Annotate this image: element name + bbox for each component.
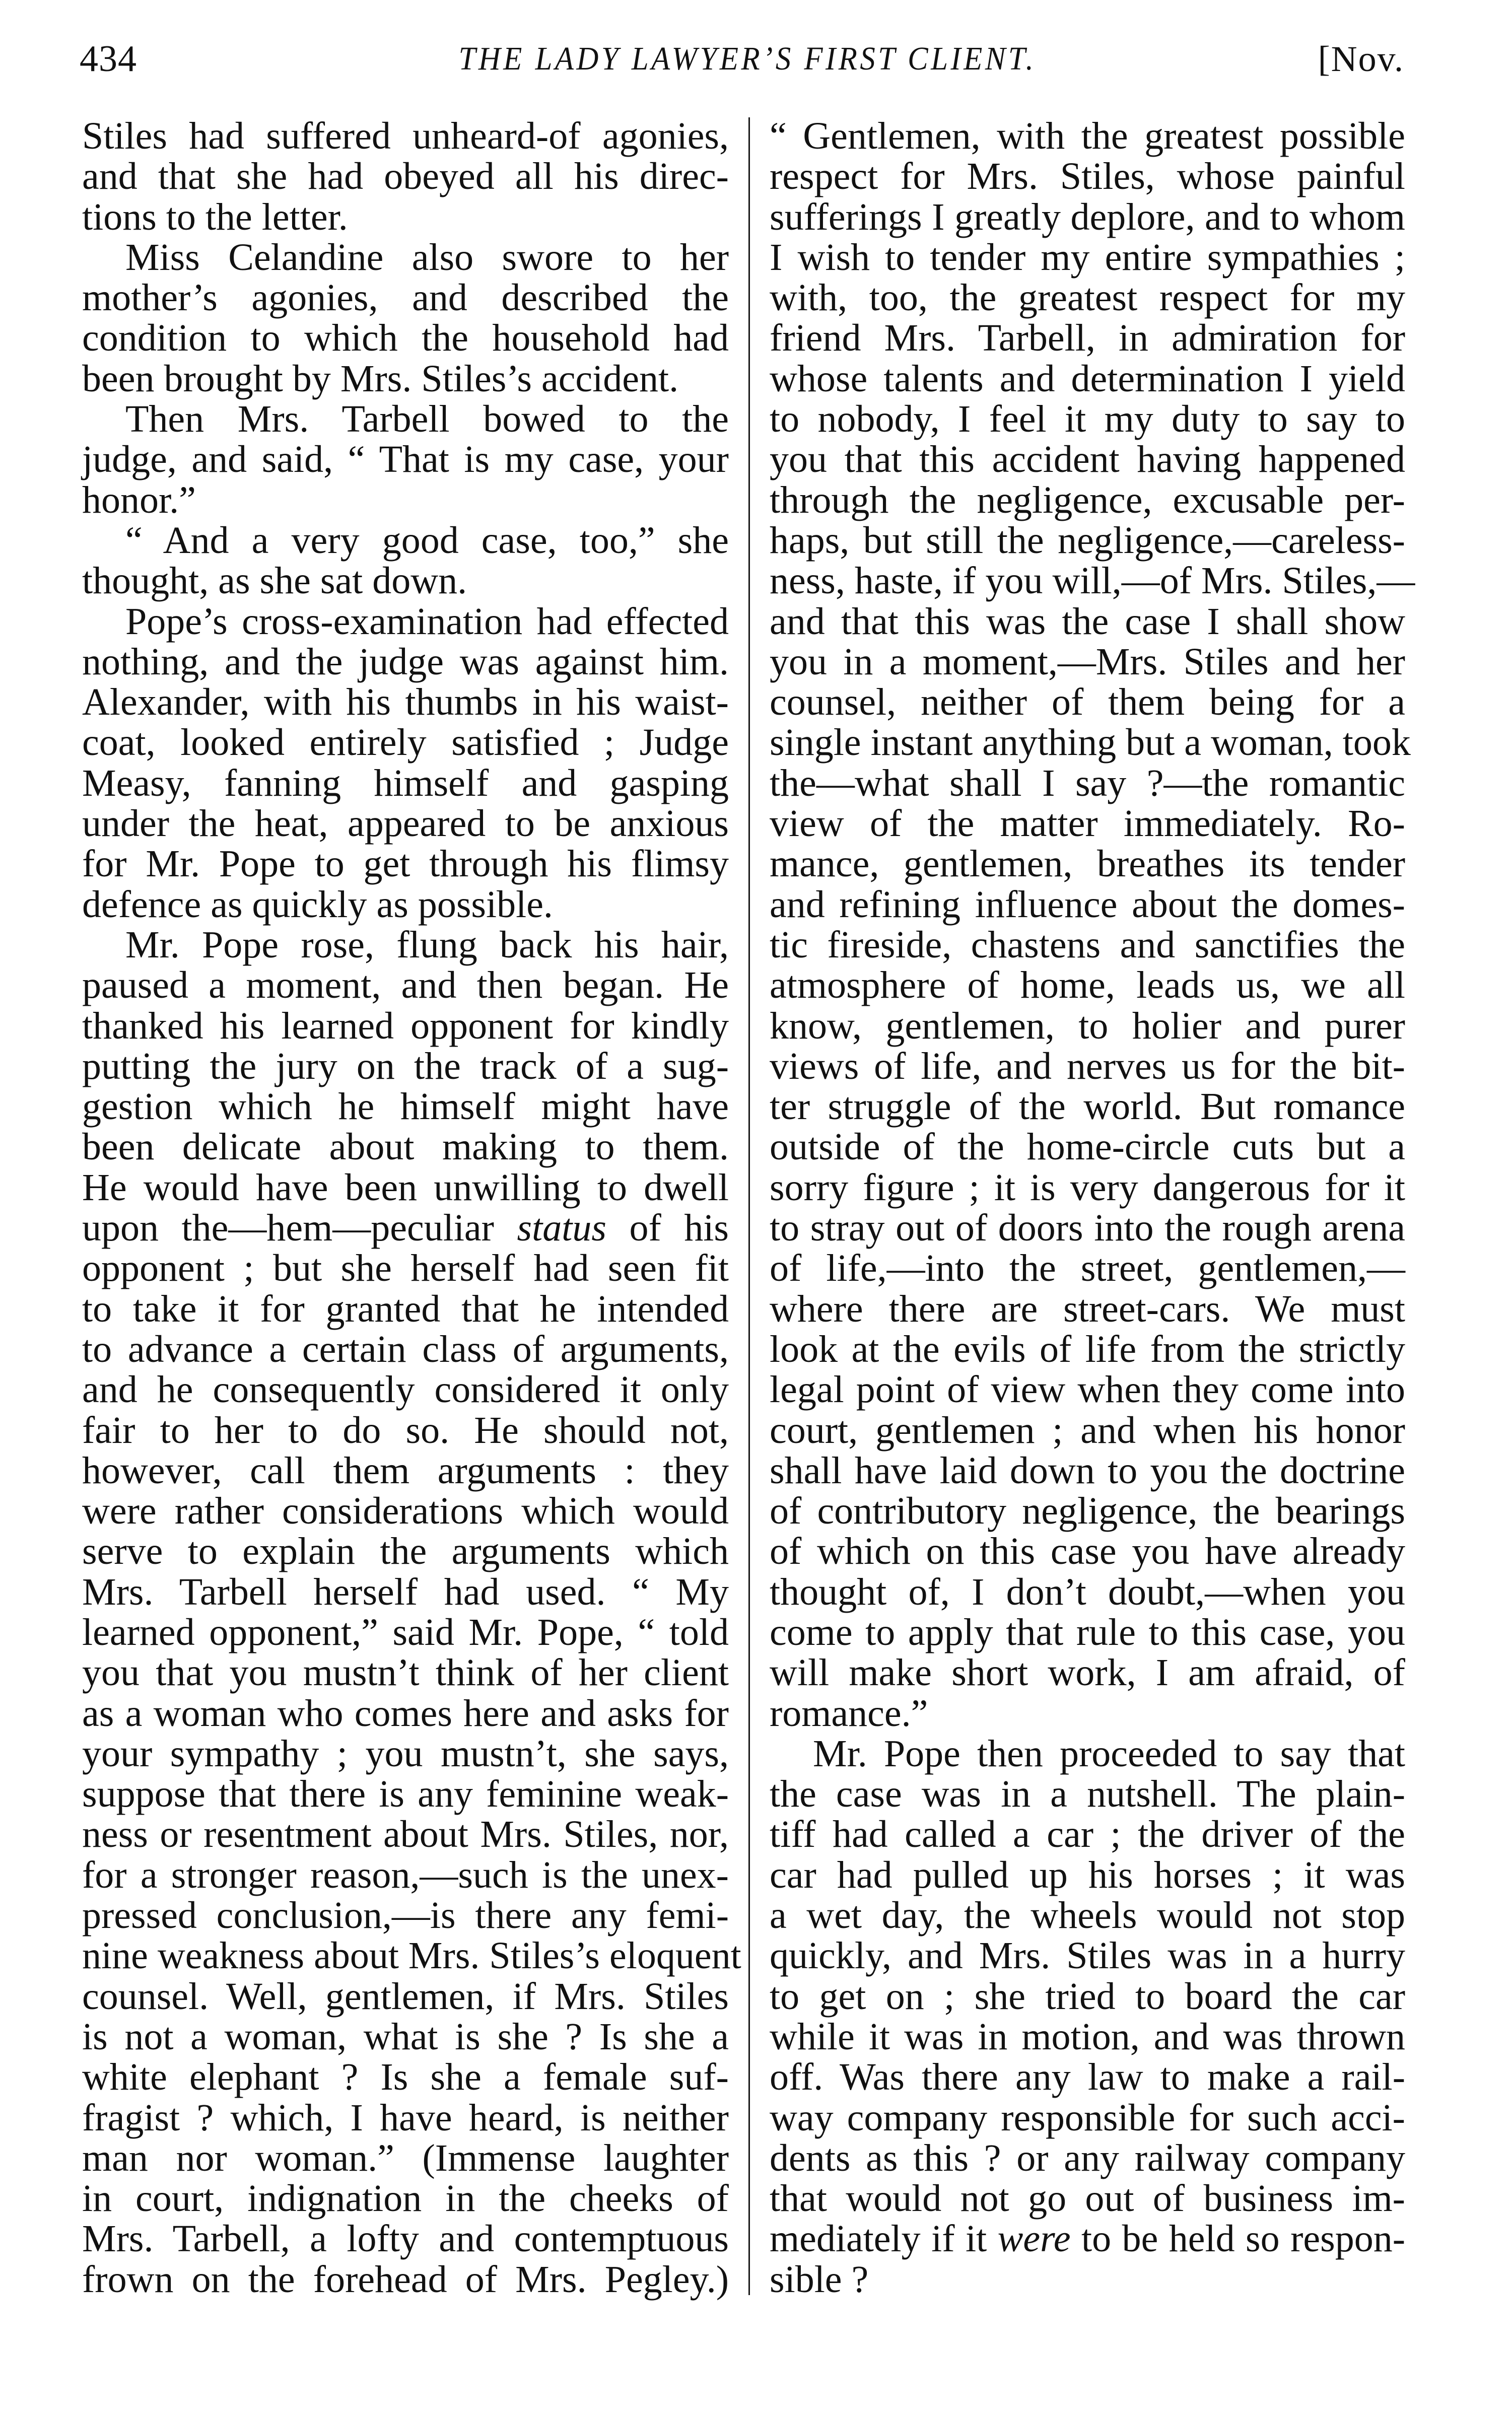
text-line: and refining influence about the domes- <box>770 883 1405 926</box>
text-line: quickly, and Mrs. Stiles was in a hurry <box>770 1935 1405 1977</box>
text-line: to nobody, I feel it my duty to say to <box>770 398 1405 441</box>
text-line: the—what shall I say ?—the romantic <box>770 762 1405 804</box>
text-line: to stray out of doors into the rough arena <box>770 1207 1405 1250</box>
text-run: mediately if it <box>770 2218 998 2260</box>
text-line: to advance a certain class of arguments, <box>82 1328 729 1370</box>
text-line: views of life, and nerves us for the bit- <box>770 1045 1405 1087</box>
page-number: 434 <box>80 38 137 80</box>
text-line: serve to explain the arguments which <box>82 1530 729 1573</box>
text-line: atmosphere of home, leads us, we all <box>770 964 1405 1007</box>
italic-emphasis: status <box>517 1207 606 1250</box>
text-line: haps, but still the negligence,—careless- <box>770 519 1405 562</box>
text-line: Measy, fanning himself and gasping <box>82 762 729 804</box>
text-line: through the negligence, excusable per- <box>770 478 1405 521</box>
text-line: and that this was the case I shall show <box>770 600 1405 643</box>
text-line: that would not go out of business im- <box>770 2177 1405 2220</box>
text-line: tions to the letter. <box>82 195 348 238</box>
text-line: while it was in motion, and was thrown <box>770 2015 1405 2058</box>
text-line: your sympathy ; you mustn’t, she says, <box>82 1732 729 1775</box>
text-line: paused a moment, and then began. He <box>82 964 729 1007</box>
text-line: I wish to tender my entire sympathies ; <box>770 236 1405 279</box>
text-line: white elephant ? Is she a female suf- <box>82 2056 729 2099</box>
text-line: mother’s agonies, and described the <box>82 277 729 319</box>
text-line: of life,—into the street, gentlemen,— <box>770 1247 1405 1290</box>
column-divider <box>748 117 750 2295</box>
text-line: off. Was there any law to make a rail- <box>770 2056 1405 2099</box>
text-line: will make short work, I am afraid, of <box>770 1651 1405 1694</box>
text-line: dents as this ? or any railway company <box>770 2136 1405 2179</box>
text-line: you that this accident having happened <box>770 438 1405 481</box>
text-line: friend Mrs. Tarbell, in admiration for <box>770 317 1405 360</box>
text-line: Pope’s cross-examination had effected <box>125 600 729 643</box>
running-title: THE LADY LAWYER’S FIRST CLIENT. <box>458 40 1037 77</box>
text-line: Mr. Pope then proceeded to say that <box>813 1732 1405 1775</box>
text-line: as a woman who comes here and asks for <box>82 1692 729 1735</box>
text-line: He would have been unwilling to dwell <box>82 1166 729 1209</box>
running-month: [Nov. <box>1318 39 1404 79</box>
text-line: where there are street-cars. We must <box>770 1287 1405 1330</box>
text-line: come to apply that rule to this case, you <box>770 1611 1405 1653</box>
text-line: counsel, neither of them being for a <box>770 681 1405 724</box>
text-line: pressed conclusion,—is there any femi- <box>82 1894 729 1937</box>
text-line <box>82 1208 729 1248</box>
text-line: nine weakness about Mrs. Stiles’s eloquent <box>82 1935 741 1977</box>
text-line: fair to her to do so. He should not, <box>82 1409 729 1452</box>
text-line: sufferings I greatly deplore, and to whom <box>770 195 1405 238</box>
text-line: man nor woman.” (Immense laughter <box>82 2136 729 2179</box>
text-line: ter struggle of the world. But romance <box>770 1085 1405 1128</box>
text-line: “ And a very good case, too,” she <box>125 519 729 562</box>
text-line: tiff had called a car ; the driver of the <box>770 1813 1405 1856</box>
text-line: with, too, the greatest respect for my <box>770 277 1405 319</box>
text-line: putting the jury on the track of a sug- <box>82 1045 729 1087</box>
text-line: car had pulled up his horses ; it was <box>770 1853 1405 1896</box>
text-line: shall have laid down to you the doctrine <box>770 1449 1405 1492</box>
text-line: coat, looked entirely satisfied ; Judge <box>82 721 729 764</box>
text-line: thanked his learned opponent for kindly <box>82 1004 729 1047</box>
text-line: thought, as she sat down. <box>82 560 467 602</box>
text-line: of which on this case you have already <box>770 1530 1405 1573</box>
text-line: Mr. Pope rose, flung back his hair, <box>125 923 729 966</box>
text-line: to take it for granted that he intended <box>82 1287 729 1330</box>
text-run: to be held so respon- <box>1070 2218 1406 2260</box>
text-line: tic fireside, chastens and sanctifies the <box>770 923 1405 966</box>
text-line: outside of the home-circle cuts but a <box>770 1126 1405 1168</box>
text-line: single instant anything but a woman, took <box>770 721 1411 764</box>
italic-emphasis: were <box>997 2218 1071 2260</box>
text-line: been brought by Mrs. Stiles’s accident. <box>82 357 679 400</box>
text-line: way company responsible for such acci- <box>770 2096 1405 2139</box>
text-line: Mrs. Tarbell herself had used. “ My <box>82 1570 729 1613</box>
text-line: view of the matter immediately. Ro- <box>770 802 1405 845</box>
text-line: Alexander, with his thumbs in his waist- <box>82 681 729 724</box>
text-run: upon the—hem—peculiar <box>82 1207 517 1250</box>
text-line: the case was in a nutshell. The plain- <box>770 1773 1405 1816</box>
text-line: to get on ; she tried to board the car <box>770 1975 1405 2018</box>
text-line: and he consequently considered it only <box>82 1368 729 1411</box>
text-line: mance, gentlemen, breathes its tender <box>770 843 1405 885</box>
text-line: is not a woman, what is she ? Is she a <box>82 2015 729 2058</box>
text-line: Stiles had suffered unheard-of agonies, <box>82 115 729 157</box>
text-line: of contributory negligence, the bearings <box>770 1490 1405 1533</box>
text-line: fragist ? which, I have heard, is neither <box>82 2096 729 2139</box>
text-line: ness, haste, if you will,—of Mrs. Stiles,— <box>770 560 1415 602</box>
text-line: respect for Mrs. Stiles, whose painful <box>770 155 1405 198</box>
text-line: honor.” <box>82 478 196 521</box>
text-line: suppose that there is any feminine weak- <box>82 1773 729 1816</box>
text-line: for Mr. Pope to get through his flimsy <box>82 843 729 885</box>
text-line: a wet day, the wheels would not stop <box>770 1894 1405 1937</box>
text-line: ness or resentment about Mrs. Stiles, nor, <box>82 1813 729 1856</box>
text-line: romance.” <box>770 1692 928 1735</box>
text-line: “ Gentlemen, with the greatest possible <box>770 115 1405 157</box>
text-line: under the heat, appeared to be anxious <box>82 802 729 845</box>
text-line: you that you mustn’t think of her client <box>82 1651 729 1694</box>
text-line: opponent ; but she herself had seen fit <box>82 1247 729 1290</box>
text-line: court, gentlemen ; and when his honor <box>770 1409 1405 1452</box>
text-line: gestion which he himself might have <box>82 1085 729 1128</box>
text-line: and that she had obeyed all his direc- <box>82 155 729 198</box>
running-head <box>0 0 1512 101</box>
text-line: for a stronger reason,—such is the unex- <box>82 1853 729 1896</box>
text-line: you in a moment,—Mrs. Stiles and her <box>770 640 1405 683</box>
text-line: Then Mrs. Tarbell bowed to the <box>125 398 729 441</box>
left-column <box>82 115 741 2301</box>
text-line: look at the evils of life from the strictly <box>770 1328 1405 1370</box>
text-line: however, call them arguments : they <box>82 1449 729 1492</box>
text-line: thought of, I don’t doubt,—when you <box>770 1570 1405 1613</box>
text-line: been delicate about making to them. <box>82 1126 729 1168</box>
text-line: judge, and said, “ That is my case, your <box>82 438 729 481</box>
text-line: learned opponent,” said Mr. Pope, “ told <box>82 1611 729 1653</box>
text-line: sible ? <box>770 2258 869 2301</box>
text-line <box>770 2219 1405 2259</box>
text-line: know, gentlemen, to holier and purer <box>770 1004 1405 1047</box>
text-line: in court, indignation in the cheeks of <box>82 2177 729 2220</box>
text-line: counsel. Well, gentlemen, if Mrs. Stiles <box>82 1975 729 2018</box>
text-line: Mrs. Tarbell, a lofty and contemptuous <box>82 2218 729 2260</box>
text-line: frown on the forehead of Mrs. Pegley.) <box>82 2258 729 2301</box>
text-line: sorry figure ; it is very dangerous for it <box>770 1166 1405 1209</box>
text-line: legal point of view when they come into <box>770 1368 1405 1411</box>
text-line: defence as quickly as possible. <box>82 883 553 926</box>
right-column <box>770 115 1415 2301</box>
text-line: Miss Celandine also swore to her <box>125 236 729 279</box>
text-line: were rather considerations which would <box>82 1490 729 1533</box>
text-line: whose talents and determination I yield <box>770 357 1405 400</box>
text-line: nothing, and the judge was against him. <box>82 640 729 683</box>
text-line: condition to which the household had <box>82 317 729 360</box>
text-run: of his <box>606 1207 729 1250</box>
